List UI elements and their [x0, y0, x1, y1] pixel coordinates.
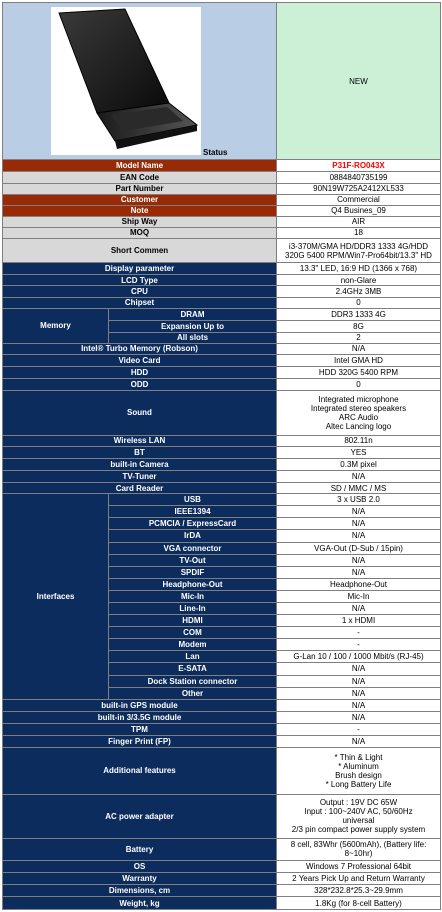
row-tpm — [3, 723, 441, 735]
label-interface: Other — [109, 687, 277, 699]
label-turbo-memory: Intel® Turbo Memory (Robson) — [3, 343, 277, 354]
value-interface: 3 x USB 2.0 — [277, 494, 441, 506]
value-lcd-type: non-Glare — [277, 275, 441, 286]
label-interface: IEEE1394 — [109, 506, 277, 518]
row-bt — [3, 446, 441, 458]
ac-power-line: Output : 19V DC 65W — [319, 798, 398, 808]
value-interface: Headphone-Out — [277, 578, 441, 590]
status-value: NEW — [277, 3, 441, 160]
label-interface: Lan — [109, 651, 277, 663]
label-tv-tuner: TV-Tuner — [3, 470, 277, 482]
row-os — [3, 861, 441, 873]
value-dimensions: 328*232.8*25.3~29.9mm — [277, 885, 441, 897]
value-model-name: P31F-RO043X — [277, 160, 441, 172]
value-3g: N/A — [277, 711, 441, 723]
row-ean-code — [3, 172, 441, 183]
value-interface: N/A — [277, 602, 441, 614]
label-interface: SPDIF — [109, 566, 277, 578]
label-interface: USB — [109, 494, 277, 506]
label-interface: Dock Station connector — [109, 675, 277, 687]
label-display: Display parameter — [3, 263, 277, 275]
short-comment-line: i3-370M/GMA HD/DDR3 1333 4G/HDD — [288, 241, 429, 251]
value-interface: Mic-In — [277, 590, 441, 602]
label-tpm: TPM — [3, 723, 277, 735]
label-gps: built-in GPS module — [3, 699, 277, 711]
row-short-comment — [3, 239, 441, 263]
value-interface: G-Lan 10 / 100 / 1000 Mbit/s (RJ-45) — [277, 651, 441, 663]
status-label: Status — [203, 148, 228, 158]
value-sound — [277, 391, 441, 435]
sound-line: Integrated stereo speakers — [310, 403, 407, 413]
label-sound: Sound — [3, 391, 277, 435]
row-warranty — [3, 873, 441, 885]
label-interface: Line-In — [109, 602, 277, 614]
row-weight — [3, 897, 441, 910]
row-ship-way — [3, 216, 441, 227]
label-all-slots: All slots — [109, 332, 277, 343]
value-battery — [277, 838, 441, 860]
value-short-comment — [277, 239, 441, 263]
label-interface: E-SATA — [109, 663, 277, 675]
row-display — [3, 263, 441, 275]
label-video-card: Video Card — [3, 354, 277, 366]
label-interface: HDMI — [109, 615, 277, 627]
row-note — [3, 205, 441, 216]
value-ship-way: AIR — [277, 216, 441, 227]
label-ean-code: EAN Code — [3, 172, 277, 183]
value-chipset: 0 — [277, 297, 441, 308]
battery-line: 8~10hr) — [344, 849, 373, 859]
label-interface: COM — [109, 627, 277, 639]
header-row — [3, 3, 441, 160]
value-customer: Commercial — [277, 194, 441, 205]
row-chipset — [3, 297, 441, 308]
value-interface: N/A — [277, 530, 441, 542]
value-dram: DDR3 1333 4G — [277, 308, 441, 320]
row-battery — [3, 838, 441, 860]
value-expansion: 8G — [277, 320, 441, 332]
value-bt: YES — [277, 446, 441, 458]
label-dram: DRAM — [109, 308, 277, 320]
value-display: 13.3" LED, 16:9 HD (1366 x 768) — [277, 263, 441, 275]
label-short-comment: Short Commen — [3, 239, 277, 263]
label-interface: VGA connector — [109, 542, 277, 554]
row-3g — [3, 711, 441, 723]
short-comment-line: 320G 5400 RPM/Win7-Pro64bit/13.3" HD — [285, 250, 432, 260]
row-turbo-memory — [3, 343, 441, 354]
row-interface — [3, 494, 441, 506]
label-model-name: Model Name — [3, 160, 277, 172]
value-interface: VGA-Out (D-Sub / 15pin) — [277, 542, 441, 554]
label-expansion: Expansion Up to — [109, 320, 277, 332]
value-warranty: 2 Years Pick Up and Return Warranty — [277, 873, 441, 885]
label-chipset: Chipset — [3, 297, 277, 308]
label-camera: built-in Camera — [3, 458, 277, 470]
label-interface: PCMCIA / ExpressCard — [109, 518, 277, 530]
value-os: Windows 7 Professional 64bit — [277, 861, 441, 873]
value-additional — [277, 748, 441, 794]
label-card-reader: Card Reader — [3, 483, 277, 494]
value-cpu: 2.4GHz 3MB — [277, 286, 441, 297]
value-hdd: HDD 320G 5400 RPM — [277, 367, 441, 379]
row-lcd-type — [3, 275, 441, 286]
additional-line: * Long Battery Life — [325, 779, 392, 789]
value-note: Q4 Busines_09 — [277, 205, 441, 216]
label-odd: ODD — [3, 379, 277, 391]
row-camera — [3, 458, 441, 470]
label-ac-power: AC power adapter — [3, 794, 277, 838]
sound-line: ARC Audio — [338, 412, 379, 422]
label-additional: Additional features — [3, 748, 277, 794]
label-interface: IrDA — [109, 530, 277, 542]
row-additional — [3, 748, 441, 794]
value-tpm: - — [277, 723, 441, 735]
label-wireless-lan: Wireless LAN — [3, 435, 277, 446]
label-interface: Mic-In — [109, 590, 277, 602]
label-part-number: Part Number — [3, 183, 277, 194]
ac-power-line: universal — [342, 816, 375, 826]
row-cpu — [3, 286, 441, 297]
label-interface: TV-Out — [109, 554, 277, 566]
label-dimensions: Dimensions, cm — [3, 885, 277, 897]
value-ean-code: 0884840735199 — [277, 172, 441, 183]
value-tv-tuner: N/A — [277, 470, 441, 482]
row-moq — [3, 227, 441, 238]
label-battery: Battery — [3, 838, 277, 860]
label-warranty: Warranty — [3, 873, 277, 885]
value-weight: 1.8Kg (for 8-cell Battery) — [277, 897, 441, 910]
row-dimensions — [3, 885, 441, 897]
value-turbo-memory: N/A — [277, 343, 441, 354]
label-weight: Weight, kg — [3, 897, 277, 910]
label-cpu: CPU — [3, 286, 277, 297]
row-tv-tuner — [3, 470, 441, 482]
value-gps: N/A — [277, 699, 441, 711]
value-interface: N/A — [277, 687, 441, 699]
sound-line: Altec Lancing logo — [325, 421, 392, 431]
additional-line: Brush design — [335, 770, 382, 780]
ac-power-line: Input : 100~240V AC, 50/60Hz — [304, 807, 413, 817]
value-interface: N/A — [277, 566, 441, 578]
spec-sheet — [2, 2, 441, 910]
label-note: Note — [3, 205, 277, 216]
value-interface: N/A — [277, 675, 441, 687]
row-wireless-lan — [3, 435, 441, 446]
value-video-card: Intel GMA HD — [277, 354, 441, 366]
row-gps — [3, 699, 441, 711]
photo-cell — [3, 3, 277, 160]
additional-line: * Thin & Light — [334, 752, 383, 762]
value-part-number: 90N19W725A2412XL533 — [277, 183, 441, 194]
label-moq: MOQ — [3, 227, 277, 238]
value-ac-power — [277, 794, 441, 838]
label-memory-group: Memory — [3, 308, 109, 343]
laptop-photo — [51, 7, 201, 155]
label-lcd-type: LCD Type — [3, 275, 277, 286]
label-interface: Headphone-Out — [109, 578, 277, 590]
value-finger-print: N/A — [277, 736, 441, 748]
value-card-reader: SD / MMC / MS — [277, 483, 441, 494]
row-card-reader — [3, 483, 441, 494]
row-customer — [3, 194, 441, 205]
value-moq: 18 — [277, 227, 441, 238]
value-interface: - — [277, 639, 441, 651]
battery-line: 8 cell, 83Whr (5600mAh), (Battery life: — [290, 840, 427, 850]
label-customer: Customer — [3, 194, 277, 205]
value-all-slots: 2 — [277, 332, 441, 343]
value-interface: N/A — [277, 554, 441, 566]
label-interface: Modem — [109, 639, 277, 651]
value-camera: 0.3M pixel — [277, 458, 441, 470]
label-os: OS — [3, 861, 277, 873]
value-wireless-lan: 802.11n — [277, 435, 441, 446]
label-interfaces-group: Interfaces — [3, 494, 109, 700]
value-interface: N/A — [277, 506, 441, 518]
label-3g: built-in 3/3.5G module — [3, 711, 277, 723]
label-ship-way: Ship Way — [3, 216, 277, 227]
ac-power-line: 2/3 pin compact power supply system — [291, 825, 426, 835]
row-dram — [3, 308, 441, 320]
row-video-card — [3, 354, 441, 366]
label-finger-print: Finger Print (FP) — [3, 736, 277, 748]
label-hdd: HDD — [3, 367, 277, 379]
row-odd — [3, 379, 441, 391]
row-part-number — [3, 183, 441, 194]
row-ac-power — [3, 794, 441, 838]
row-model-name — [3, 160, 441, 172]
value-interface: - — [277, 627, 441, 639]
row-finger-print — [3, 736, 441, 748]
value-interface: 1 x HDMI — [277, 615, 441, 627]
additional-line: * Aluminum — [338, 761, 379, 771]
sound-line: Integrated microphone — [318, 394, 399, 404]
value-interface: N/A — [277, 518, 441, 530]
label-bt: BT — [3, 446, 277, 458]
row-sound — [3, 391, 441, 435]
value-odd: 0 — [277, 379, 441, 391]
row-hdd — [3, 367, 441, 379]
value-interface: N/A — [277, 663, 441, 675]
